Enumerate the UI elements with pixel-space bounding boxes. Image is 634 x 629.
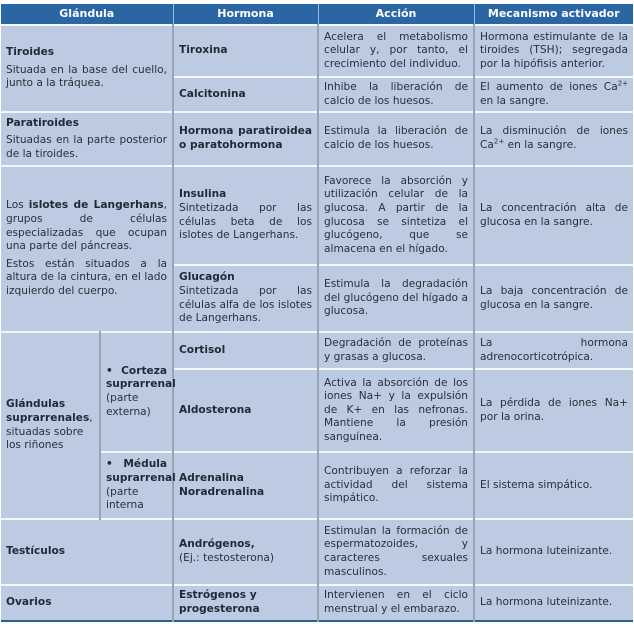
hormone-androgenos: Andrógenos, (Ej.: testosterona) — [173, 519, 318, 585]
action-tiroxina: Acelera el metabolismo celular y, por tanto, el crecimiento del individuo. — [318, 25, 474, 77]
action-estrogenos: Intervienen en el ciclo menstrual y el embarazo. — [318, 585, 474, 621]
gland-desc-2: Estos están situados a la altura de la cintura, en el lado izquierdo del cuerpo. — [6, 257, 168, 297]
hormone-insulina: Insulina Sintetizada por las células beta de los islotes de Langerhans. — [173, 166, 318, 265]
action-paratohormona: Estimula la liberación de calcio de los huesos. — [318, 112, 474, 166]
mechanism-aldosterona: La pérdida de iones Na+ por la orina. — [474, 369, 633, 452]
header-accion: Acción — [318, 4, 474, 25]
gland-medula: • Médula suprarrenal (parte interna — [100, 452, 173, 519]
hormone-calcitonina: Calcitonina — [173, 77, 318, 112]
table-header — [1, 4, 633, 25]
mechanism-tiroxina: Hormona estimulante de la tiroides (TSH); segregada por la hipófisis anterior. — [474, 25, 633, 77]
action-cortisol: Degradación de proteínas y grasas a glucosa. — [318, 332, 474, 369]
gland-title: Paratiroides — [6, 116, 79, 129]
table-row — [1, 585, 633, 621]
mechanism-cortisol: La hormona adrenocorticotrópica. — [474, 332, 633, 369]
action-calcitonina: Inhibe la liberación de calcio de los huesos. — [318, 77, 474, 112]
action-aldosterona: Activa la absorción de los iones Na+ y la expulsión de K+ en las nefronas. Mantiene la presión sanguínea. — [318, 369, 474, 452]
header-hormona: Hormona — [173, 4, 318, 25]
gland-desc: Situadas en la parte posterior de la tiroides. — [6, 134, 168, 160]
hormone-glucagon: Glucagón Sintetizada por las células alfa de los islotes de Langerhans. — [173, 265, 318, 332]
table-row — [1, 166, 633, 265]
gland-tiroides — [1, 25, 173, 112]
hormone-aldosterona: Aldosterona — [173, 369, 318, 452]
table-row — [1, 112, 633, 166]
header-glandula: Glándula — [1, 4, 173, 25]
hormone-cortisol: Cortisol — [173, 332, 318, 369]
action-adrenalina: Contribuyen a reforzar la actividad del sistema simpático. — [318, 452, 474, 519]
gland-corteza: • Corteza suprarrenal (parte externa) — [100, 332, 173, 452]
gland-suprarrenales: Glándulas suprarrenales, situadas sobre los riñones — [1, 332, 100, 519]
table-row — [1, 332, 633, 369]
hormone-estrogenos: Estrógenos y progesterona — [173, 585, 318, 621]
hormone-adrenalina: Adrenalina Noradrenalina — [173, 452, 318, 519]
gland-title: Tiroides — [6, 46, 55, 59]
mechanism-insulina: La concentración alta de glucosa en la sangre. — [474, 166, 633, 265]
gland-ovarios: Ovarios — [1, 585, 173, 621]
mechanism-glucagon: La baja concentración de glucosa en la sangre. — [474, 265, 633, 332]
gland-testiculos: Testículos — [1, 519, 173, 585]
mechanism-estrogenos: La hormona luteinizante. — [474, 585, 633, 621]
hormone-tiroxina: Tiroxina — [173, 25, 318, 77]
gland-paratiroides — [1, 112, 173, 166]
action-glucagon: Estimula la degradación del glucógeno del hígado a glucosa. — [318, 265, 474, 332]
table-row — [1, 519, 633, 585]
gland-desc: Situada en la base del cuello, junto a la tráquea. — [6, 63, 168, 90]
mechanism-calcitonina: El aumento de iones $Ca^{2+}$ en la sangre. — [474, 77, 633, 112]
gland-desc: Los islotes de Langerhans, grupos de células especializadas que ocupan una parte del páncreas. — [6, 199, 168, 253]
header-mecanismo: Mecanismo activador — [474, 4, 633, 25]
mechanism-adrenalina: El sistema simpático. — [474, 452, 633, 519]
table-row — [1, 25, 633, 77]
mechanism-androgenos: La hormona luteinizante. — [474, 519, 633, 585]
endocrine-glands-table — [1, 4, 633, 622]
mechanism-paratohormona: La disminución de iones $Ca^{2+}$ en la sangre. — [474, 112, 633, 166]
gland-pancreas — [1, 166, 173, 332]
hormone-paratohormona: Hormona paratiroidea o paratohormona — [173, 112, 318, 166]
action-insulina: Favorece la absorción y utilización celular de la glucosa. A partir de la glucosa se sintetiza el glucógeno, que se almacena en el hígado. — [318, 166, 474, 265]
action-androgenos: Estimulan la formación de espermatozoides, y caracteres sexuales masculinos. — [318, 519, 474, 585]
